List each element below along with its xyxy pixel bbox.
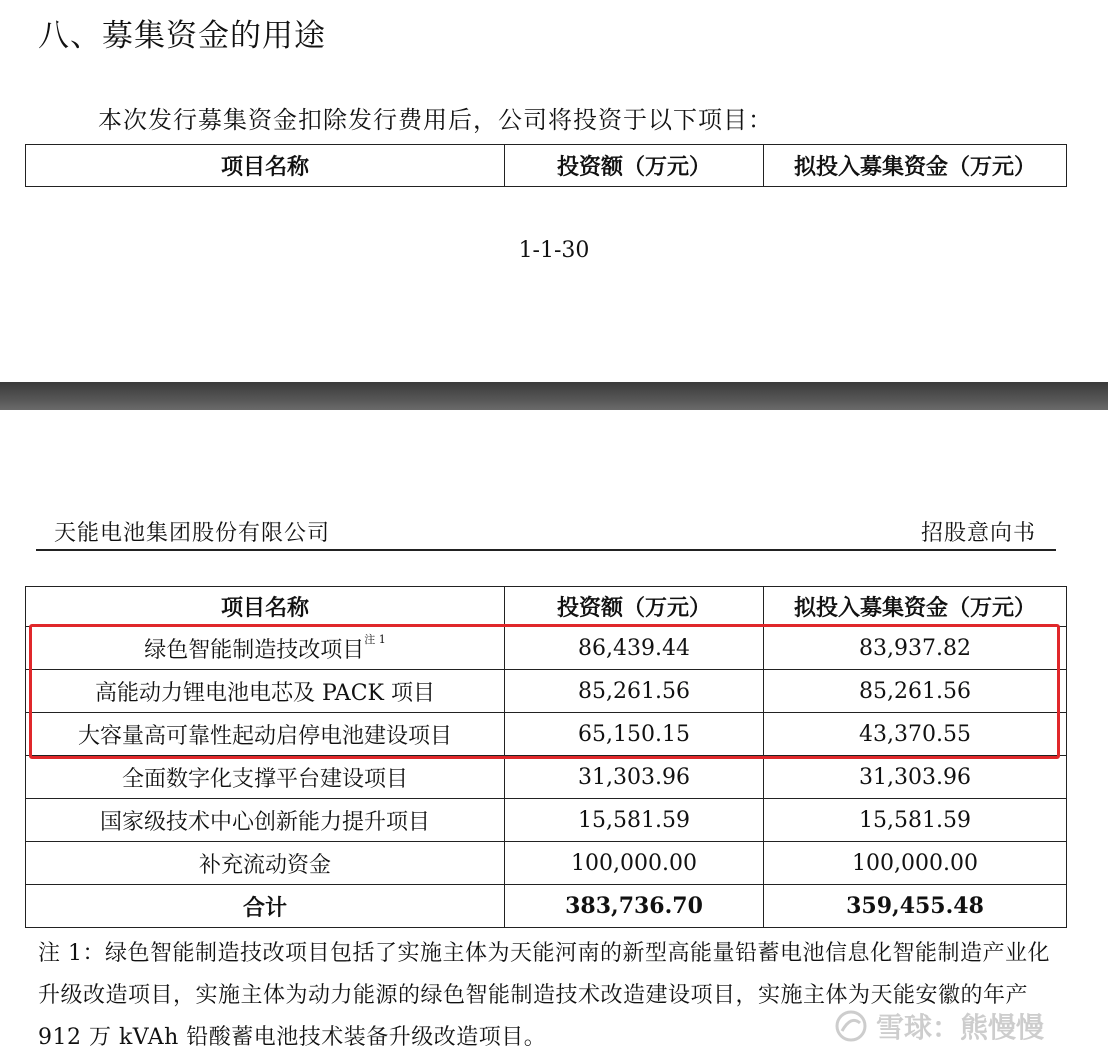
project-name-cell: 大容量高可靠性起动启停电池建设项目 bbox=[26, 713, 505, 756]
project-name-cell: 国家级技术中心创新能力提升项目 bbox=[26, 799, 505, 842]
table-row bbox=[26, 842, 1067, 885]
investment-cell: 100,000.00 bbox=[505, 842, 764, 885]
page-number: 1-1-30 bbox=[518, 238, 590, 263]
header-investment: 投资额（万元） bbox=[505, 587, 764, 627]
total-investment: 383,736.70 bbox=[505, 885, 764, 928]
project-name-cell: 全面数字化支撑平台建设项目 bbox=[26, 756, 505, 799]
footnote-ref: 注 1 bbox=[364, 632, 386, 646]
investment-cell: 86,439.44 bbox=[505, 627, 764, 670]
table-row bbox=[26, 713, 1067, 756]
company-name: 天能电池集团股份有限公司 bbox=[54, 521, 331, 546]
table-row bbox=[26, 756, 1067, 799]
header-raised-funds: 拟投入募集资金（万元） bbox=[764, 587, 1067, 627]
intro-paragraph: 本次发行募集资金扣除发行费用后，公司将投资于以下项目： bbox=[98, 106, 773, 134]
watermark bbox=[834, 1006, 1044, 1046]
document-type: 招股意向书 bbox=[920, 521, 1036, 546]
header-project-name: 项目名称 bbox=[26, 145, 505, 187]
header-only-table bbox=[25, 144, 1067, 187]
raised-cell: 100,000.00 bbox=[764, 842, 1067, 885]
investment-cell: 65,150.15 bbox=[505, 713, 764, 756]
raised-cell: 85,261.56 bbox=[764, 670, 1067, 713]
total-label: 合计 bbox=[26, 885, 505, 928]
investment-cell: 31,303.96 bbox=[505, 756, 764, 799]
previous-page bbox=[0, 0, 1108, 382]
project-name-cell: 补充流动资金 bbox=[26, 842, 505, 885]
section-heading: 八、募集资金的用途 bbox=[38, 18, 326, 54]
header-raised-funds: 拟投入募集资金（万元） bbox=[764, 145, 1067, 187]
page-divider bbox=[0, 382, 1108, 410]
project-name-cell: 高能动力锂电池电芯及 PACK 项目 bbox=[26, 670, 505, 713]
footnote: 注 1：绿色智能制造技改项目包括了实施主体为天能河南的新型高能量铅蓄电池信息化智能制造产业化升级改造项目，实施主体为动力能源的绿色智能制造技术改造建设项目，实施主体为天能安徽的年产 912 万 kVAh 铅酸蓄电池技术装备升级改造项目。 bbox=[38, 941, 1050, 1050]
investment-cell: 15,581.59 bbox=[505, 799, 764, 842]
investment-cell: 85,261.56 bbox=[505, 670, 764, 713]
header-project-name: 项目名称 bbox=[26, 587, 505, 627]
project-name: 绿色智能制造技改项目 bbox=[144, 637, 365, 663]
header-investment: 投资额（万元） bbox=[505, 145, 764, 187]
table-header-row bbox=[26, 587, 1067, 627]
fund-use-table bbox=[25, 586, 1067, 928]
table-row bbox=[26, 799, 1067, 842]
total-row bbox=[26, 885, 1067, 928]
table-header-row bbox=[26, 145, 1067, 187]
table-row bbox=[26, 627, 1067, 670]
project-name-cell bbox=[26, 627, 505, 670]
header-rule bbox=[36, 549, 1056, 551]
watermark-text: 雪球：熊慢慢 bbox=[876, 1011, 1045, 1044]
table-row bbox=[26, 670, 1067, 713]
raised-cell: 15,581.59 bbox=[764, 799, 1067, 842]
raised-cell: 43,370.55 bbox=[764, 713, 1067, 756]
total-raised: 359,455.48 bbox=[764, 885, 1067, 928]
snowball-logo-icon bbox=[834, 1009, 868, 1043]
raised-cell: 83,937.82 bbox=[764, 627, 1067, 670]
raised-cell: 31,303.96 bbox=[764, 756, 1067, 799]
